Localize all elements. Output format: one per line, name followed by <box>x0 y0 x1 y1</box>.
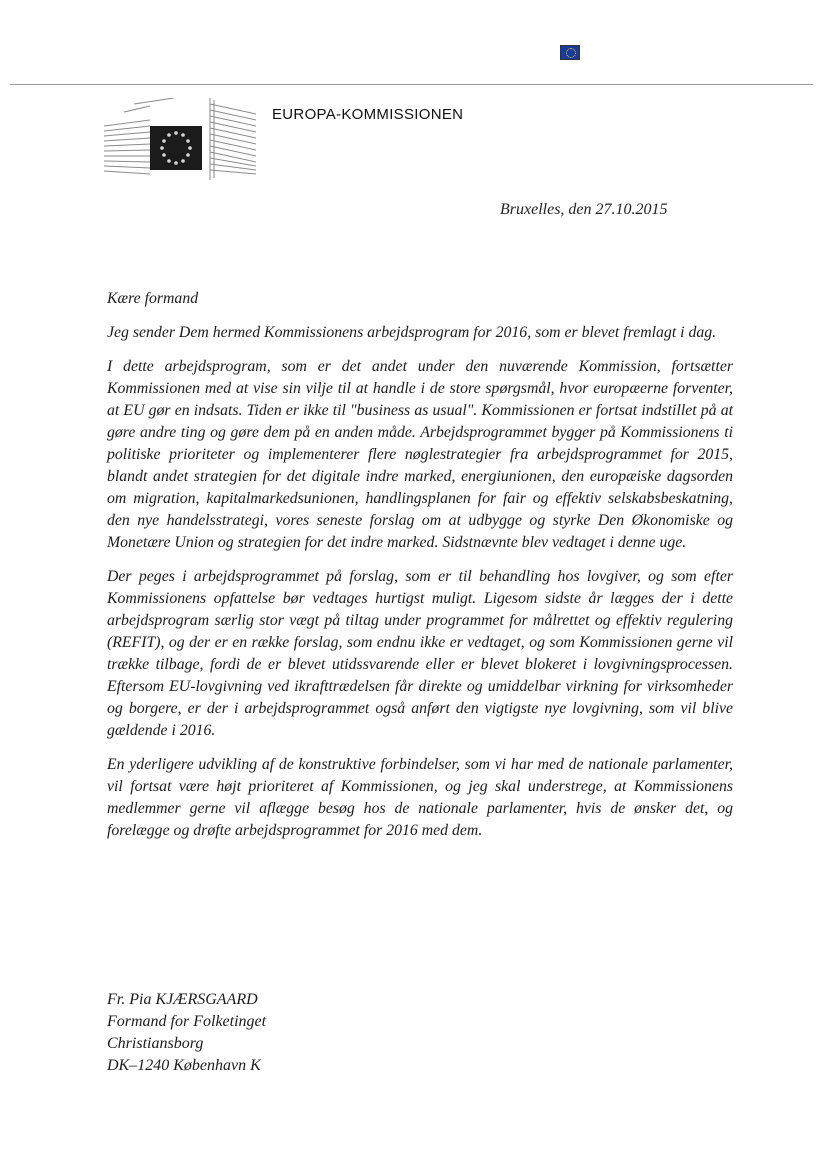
letter-body <box>107 288 733 854</box>
recipient-building: Christiansborg <box>107 1035 204 1052</box>
place-and-date: Bruxelles, den 27.10.2015 <box>500 201 668 218</box>
recipient-title: Formand for Folketinget <box>107 1013 267 1030</box>
paragraph: Der peges i arbejdsprogrammet på forslag, som er til behandling hos lovgiver, og som efter Kommissionens opfattelse bør vedtages hurtigst muligt. Ligesom sidste år lægges der i dette arbejdsprogram særlig stor vægt på tiltag under programmet for målrettet og effektiv regulering (REFIT), og der er en række forslag, som endnu ikke er vedtaget, og som Kommissionen gerne vil trække tilbage, fordi de er blevet utidssvarende eller er blevet blokeret i lovgivningsprocessen. Eftersom EU-lovgivning ved ikrafttrædelsen får direkte og umiddelbar virkning for virksomheder og borgere, er der i arbejdsprogrammet også anført den vigtigste nye lovgivning, som vil blive gældende i 2016. <box>107 568 733 739</box>
header-divider <box>10 84 813 85</box>
european-commission-logo <box>104 98 256 180</box>
recipient-city: DK–1240 København K <box>107 1057 261 1074</box>
eu-flag-icon <box>560 45 580 60</box>
paragraph: I dette arbejdsprogram, som er det andet under den nuværende Kommission, fortsætter Kommissionen med at vise sin vilje til at handle i de store spørgsmål, hvor europæerne forventer, at EU gør en indsats. Tiden er ikke til "business as usual". Kommissionen er fortsat indstillet på at gøre andre ting og gøre dem på en anden måde. Arbejdsprogrammet bygger på Kommissionens ti politiske prioriteter og implementerer flere nøglestrategier fra arbejdsprogrammet for 2015, blandt andet strategien for det digitale indre marked, energiunionen, den europæiske dagsorden om migration, kapitalmarkedsunionen, handlingsplanen for fair og effektiv selskabsbeskatning, den nye handelsstrategi, vores seneste forslag om at udbygge og styrke Den Økonomiske og Monetære Union og strategien for det indre marked. Sidstnævnte blev vedtaget i denne uge. <box>107 358 733 551</box>
organization-name: EUROPA-KOMMISSIONEN <box>272 106 464 123</box>
recipient-name: Fr. Pia KJÆRSGAARD <box>107 991 258 1008</box>
salutation: Kære formand <box>107 290 199 307</box>
recipient-address <box>107 989 266 1077</box>
paragraph: En yderligere udvikling af de konstruktive forbindelser, som vi har med de nationale parlamenter, vil fortsat være højt prioriteret af Kommissionen, og jeg skal understrege, at Kommissionens medlemmer gerne vil aflægge besøg hos de nationale parlamenter, hvis de ønsker det, og forelægge og drøfte arbejdsprogrammet for 2016 med dem. <box>107 756 733 839</box>
paragraph: Jeg sender Dem hermed Kommissionens arbejdsprogram for 2016, som er blevet fremlagt i dag. <box>107 324 717 341</box>
